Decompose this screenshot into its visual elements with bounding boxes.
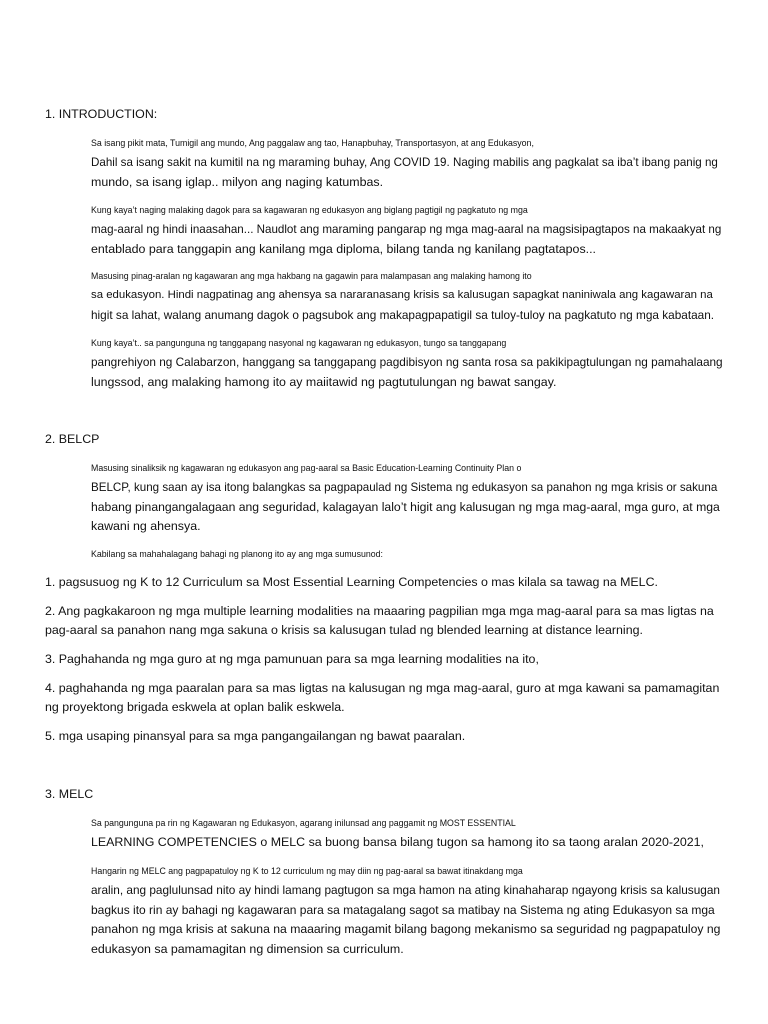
belcp-paragraph-2	[45, 545, 723, 564]
paragraph-line: Kung kaya’t.. sa pangunguna ng tanggapang nasyonal ng kagawaran ng edukasyon, tungo sa tanggapang	[91, 338, 507, 348]
paragraph-line: BELCP, kung saan ay isa itong balangkas sa pagpapaulad ng Sistema ng edukasyon sa panahon ng mga krisis or sakuna	[91, 481, 718, 495]
list-item-line: 2. Ang pagkakaroon ng mga multiple learning modalities na maaaring pagpilian mga mga mag-aaral para sa mas ligtas na	[45, 604, 714, 618]
intro-paragraph-2	[45, 201, 723, 259]
list-item-line: ng proyektong brigada eskwela at oplan balik eskwela.	[45, 700, 345, 715]
paragraph-line: mag-aaral ng hindi inaasahan... Naudlot ang maraming pangarap ng mga mag-aaral na magsisipagtapos na makaakyat ng	[91, 223, 722, 237]
paragraph-line: Kung kaya’t naging malaking dagok para sa kagawaran ng edukasyon ang biglang pagtigil ng pagkatuto ng mga	[91, 205, 528, 215]
paragraph-line: entablado para tanggapin ang kanilang mga diploma, bilang tanda ng kanilang pagtatapos...	[91, 241, 596, 256]
paragraph-line: edukasyon sa pamamagitan ng dimension sa curriculum.	[91, 941, 404, 956]
section-heading-belcp	[45, 430, 723, 449]
paragraph-line: LEARNING COMPETENCIES o MELC sa buong bansa bilang tugon sa hamong ito sa taong aralan 2020-2021,	[91, 835, 704, 850]
belcp-list-item-5	[45, 727, 723, 746]
belcp-list-item-2	[45, 602, 723, 641]
paragraph-line: Masusing sinaliksik ng kagawaran ng edukasyon ang pag-aaral sa Basic Education-Learning Continuity Plan o	[91, 463, 522, 473]
paragraph-line: Dahil sa isang sakit na kumitil na ng maraming buhay, Ang COVID 19. Naging mabilis ang pagkalat sa iba’t ibang panig ng	[91, 156, 718, 170]
paragraph-line: higit sa lahat, walang anumang dagok o pagsubok ang makapagpapatigil sa tuloy-tuloy na pagkatuto ng mga kabataan.	[91, 307, 715, 322]
paragraph-line: Sa isang pikit mata, Tumigil ang mundo, Ang paggalaw ang tao, Hanapbuhay, Transportasyon, at ang Edukasyon,	[91, 138, 534, 148]
belcp-list-item-1	[45, 573, 723, 592]
list-item-line: pag-aaral sa panahon nang mga sakuna o krisis sa kalusugan tulad ng blended learning at distance learning.	[45, 623, 643, 638]
list-item-line: 4. paghahanda ng mga paaralan para sa mas ligtas na kalusugan ng mga mag-aaral, guro at mga kawani sa pamamagitan	[45, 681, 720, 695]
paragraph-line: sa edukasyon. Hindi nagpatinag ang ahensya sa nararanasang krisis sa kalusugan sapagkat naniniwala ang kagawaran na	[91, 289, 713, 302]
paragraph-line: panahon ng mga krisis at sakuna na maaaring magamit bilang bagong mekanismo sa seguridad ng pagpapatuloy ng	[91, 922, 721, 937]
belcp-list-item-3	[45, 650, 723, 669]
paragraph-line: Hangarin ng MELC ang pagpapatuloy ng K to 12 curriculum ng may diin ng pag-aaral sa bawat itinakdang mga	[91, 866, 523, 876]
intro-paragraph-3	[45, 267, 723, 325]
paragraph-line: bagkus ito rin ay bahagi ng kagawaran para sa matagalang sagot sa matibay na Sistema ng ating Edukasyon sa mga	[91, 902, 715, 917]
paragraph-line: Masusing pinag-aralan ng kagawaran ang mga hakbang na gagawin para malampasan ang malaking hamong ito	[91, 271, 532, 281]
melc-paragraph-1	[45, 814, 723, 853]
heading-text: 2. BELCP	[45, 432, 100, 446]
paragraph-line: mundo, sa isang iglap.. milyon ang naging katumbas.	[91, 174, 384, 189]
heading-text: 1. INTRODUCTION:	[45, 107, 158, 121]
paragraph-line: habang pinangangalagaan ang seguridad, kalagayan lalo’t higit ang kalusugan ng mga mag-aaral, mga guro, at mga	[91, 499, 720, 514]
heading-text: 3. MELC	[45, 787, 94, 801]
list-item-line: 5. mga usaping pinansyal para sa mga pangangailangan ng bawat paaralan.	[45, 729, 466, 743]
paragraph-line: Sa pangunguna pa rin ng Kagawaran ng Edukasyon, agarang inilunsad ang paggamit ng MOST ESSENTIAL	[91, 818, 516, 828]
intro-paragraph-4	[45, 334, 723, 392]
intro-paragraph-1	[45, 134, 723, 192]
paragraph-line: Kabilang sa mahahalagang bahagi ng planong ito ay ang mga sumusunod:	[91, 549, 383, 559]
belcp-paragraph-1	[45, 459, 723, 537]
belcp-list-item-4	[45, 679, 723, 718]
paragraph-line: lungssod, ang malaking hamong ito ay maiitawid ng pagtutulungan ng bawat sangay.	[91, 374, 557, 389]
paragraph-line: aralin, ang paglulunsad nito ay hindi lamang pagtugon sa mga hamon na ating kinahaharap ngayong krisis sa kalusugan	[91, 883, 720, 898]
section-heading-introduction	[45, 105, 723, 124]
paragraph-line: kawani ng ahensya.	[91, 519, 201, 534]
melc-paragraph-2	[45, 862, 723, 959]
list-item-line: 3. Paghahanda ng mga guro at ng mga pamunuan para sa mga learning modalities na ito,	[45, 652, 539, 666]
paragraph-line: pangrehiyon ng Calabarzon, hanggang sa tanggapang pagdibisyon ng santa rosa sa pakikipagtulungan ng pamahalaang	[91, 355, 723, 370]
section-heading-melc	[45, 785, 723, 804]
list-item-line: 1. pagsusuog ng K to 12 Curriculum sa Most Essential Learning Competencies o mas kilala sa tawag na MELC.	[45, 575, 658, 589]
